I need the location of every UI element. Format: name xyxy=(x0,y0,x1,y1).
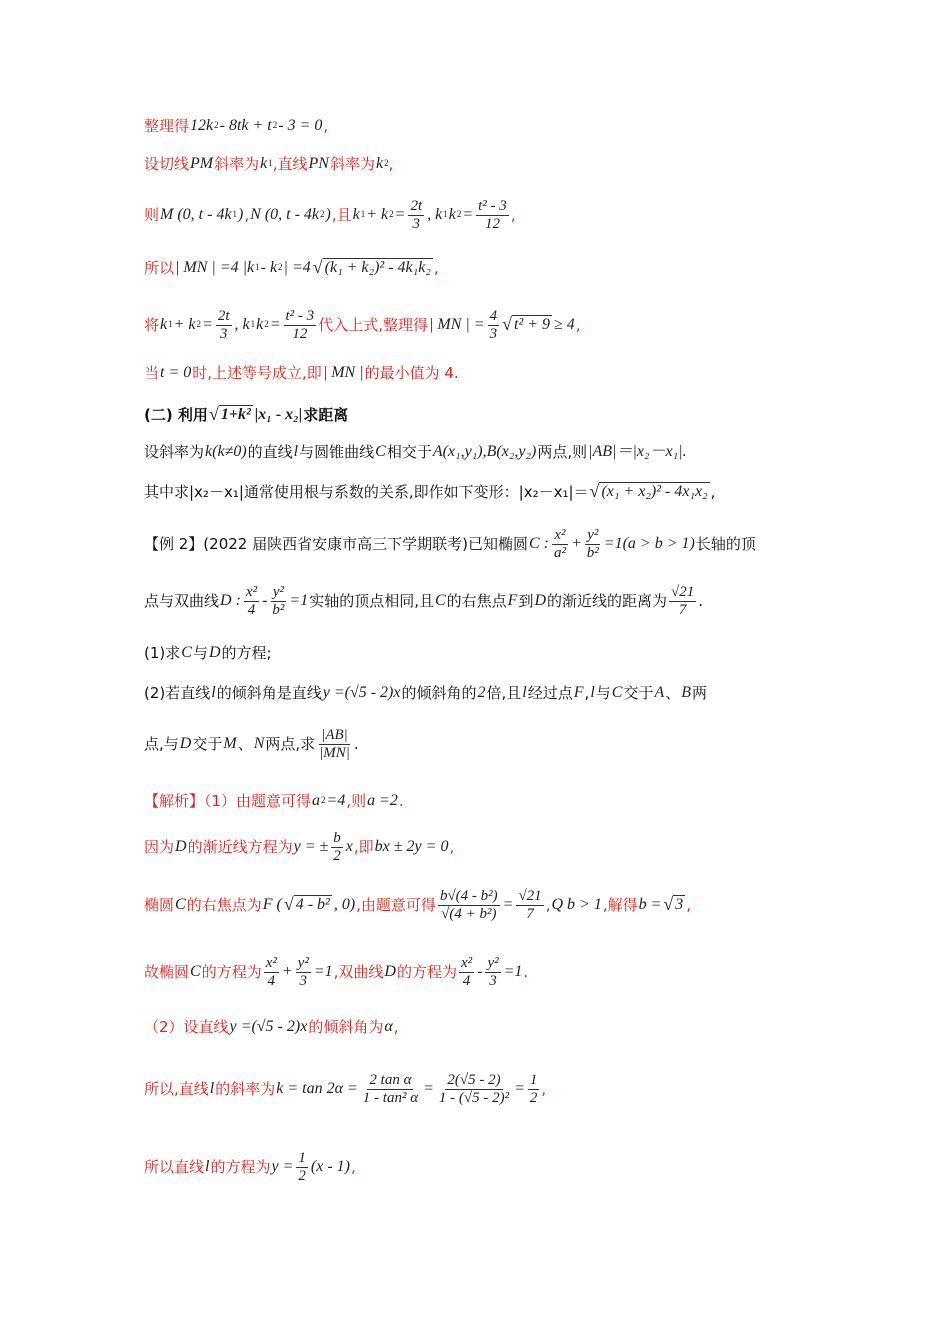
fraction-numerator: y² xyxy=(587,527,599,543)
text-run: , xyxy=(686,895,692,914)
fraction-denominator: 4 xyxy=(247,601,256,618)
math-expression: l xyxy=(205,1158,210,1176)
text-run: ,且 xyxy=(331,205,352,224)
fraction-numerator: t² - 3 xyxy=(285,308,315,324)
text-line xyxy=(144,482,715,502)
subscript: 1 xyxy=(250,319,256,330)
text-run: . xyxy=(523,962,529,981)
math-expression: =1 xyxy=(289,592,309,610)
text-run: 的右焦点为 xyxy=(186,895,262,914)
text-line xyxy=(144,792,404,810)
text-run: (二) 利用 xyxy=(144,405,208,424)
radicand: 1+k² xyxy=(220,406,251,423)
radical-sign-icon: √ xyxy=(589,481,600,501)
text-run: 倍,且 xyxy=(486,683,522,702)
math-expression: 12k xyxy=(190,117,214,134)
fraction xyxy=(437,1072,511,1106)
text-run: 斜率为 xyxy=(329,154,375,173)
fraction xyxy=(669,584,696,618)
math-expression: a =2 xyxy=(367,792,398,809)
text-run: ,直线 xyxy=(272,154,308,173)
math-expression: k xyxy=(160,316,168,334)
fraction-denominator: 3 xyxy=(219,325,228,342)
text-line xyxy=(144,1018,399,1036)
fraction-numerator: 1 xyxy=(298,1150,306,1166)
text-run: 长轴的顶 xyxy=(695,534,756,553)
fraction xyxy=(528,1072,540,1106)
fraction-numerator: 2t xyxy=(410,198,423,214)
fraction-numerator: t² - 3 xyxy=(478,198,507,214)
text-run: 、 xyxy=(237,734,253,753)
math-expression: - xyxy=(477,963,483,981)
text-line xyxy=(144,644,272,662)
fraction-numerator: √21 xyxy=(671,584,695,600)
text-run: , xyxy=(541,1079,547,1098)
fraction xyxy=(216,308,232,342)
text-line xyxy=(144,443,688,461)
text-run: 与圆锥曲线 xyxy=(299,442,375,461)
radicand: t² + 9 xyxy=(513,316,550,334)
fraction-denominator: 4 xyxy=(462,972,471,989)
radical-sign-icon: √ xyxy=(312,257,323,277)
subscript: 2 xyxy=(320,209,325,220)
fraction-denominator: 1 - tan² α xyxy=(362,1089,419,1106)
text-run: 椭圆 xyxy=(144,895,175,914)
text-run: 时,上述等号成立,即 xyxy=(192,363,322,382)
fraction-denominator: 7 xyxy=(678,601,687,618)
fraction-denominator: 1 - (√5 - 2)² xyxy=(438,1089,510,1106)
text-run: 的方程为 xyxy=(201,962,262,981)
fraction xyxy=(264,955,279,989)
text-run: 求距离 xyxy=(303,405,349,424)
subscript: 2 xyxy=(278,261,283,272)
text-run: （2）设直线 xyxy=(144,1017,229,1036)
subscript: 2 xyxy=(196,319,202,330)
text-line xyxy=(144,405,348,425)
fraction xyxy=(552,527,568,561)
text-run: 两点,求 xyxy=(265,734,316,753)
text-run: (2)若直线 xyxy=(144,683,211,702)
math-expression: k xyxy=(256,316,264,334)
fraction-numerator: 1 xyxy=(529,1072,538,1088)
text-run: 的方程为 xyxy=(210,1157,271,1176)
fraction xyxy=(317,727,352,761)
radicand: 3 xyxy=(675,896,684,914)
text-run: 所以,直线 xyxy=(144,1079,209,1098)
math-expression: 2 xyxy=(477,684,486,701)
text-line xyxy=(144,1072,546,1106)
text-run: ,双曲线 xyxy=(333,962,384,981)
fraction xyxy=(244,584,259,618)
square-root xyxy=(209,405,253,425)
math-expression: N (0, t - 4k xyxy=(250,206,320,224)
math-expression: k = tan 2α = xyxy=(276,1080,358,1098)
math-expression: D : xyxy=(220,592,241,610)
math-expression: bx ± 2y = 0 xyxy=(374,838,449,856)
text-run: 的右焦点 xyxy=(446,591,507,610)
text-run: ,则 xyxy=(346,791,367,810)
math-expression: y =(√5 - 2)x xyxy=(229,1018,308,1035)
math-expression: ) xyxy=(238,206,244,224)
math-expression: ) xyxy=(325,206,331,224)
text-line xyxy=(144,117,328,135)
text-run: ,即 xyxy=(353,837,374,856)
math-expression: M (0, t - 4k xyxy=(160,206,232,224)
math-expression: |AB|＝|x₂－x₁|. xyxy=(588,443,687,460)
text-run: , xyxy=(244,205,250,224)
subscript: 1 xyxy=(232,209,238,220)
math-expression: b = xyxy=(638,896,662,914)
text-run: . xyxy=(398,791,404,810)
fraction xyxy=(270,584,286,618)
text-run: 的渐近线方程为 xyxy=(187,837,293,856)
text-run: 其中求|x₂－x₁|通常使用根与系数的关系,即作如下变形：|x₂－x₁|＝ xyxy=(144,482,589,501)
math-expression: + xyxy=(570,535,582,553)
text-run: , xyxy=(575,315,581,334)
fraction-numerator: b√(4 - b²) xyxy=(439,888,498,904)
text-line xyxy=(144,308,581,342)
math-expression: C xyxy=(181,644,192,661)
math-expression: = xyxy=(502,896,514,914)
fraction-numerator: |AB| xyxy=(321,727,348,743)
text-run: , xyxy=(433,258,439,277)
radicand: 4 - b² xyxy=(295,896,330,914)
fraction-denominator: √(4 + b²) xyxy=(441,905,497,922)
text-run: , xyxy=(545,895,551,914)
text-run: 的直线 xyxy=(247,442,293,461)
fraction-denominator: 7 xyxy=(526,905,534,922)
text-run: 设切线 xyxy=(144,154,190,173)
math-expression: = xyxy=(514,1080,525,1098)
math-expression: l xyxy=(293,443,299,460)
superscript: 2 xyxy=(272,119,278,130)
math-expression: = xyxy=(202,316,213,334)
text-run: 整理得 xyxy=(144,116,190,135)
subscript: 1 xyxy=(255,261,260,272)
text-run: 的方程; xyxy=(221,643,272,662)
radicand: (k₁ + k₂)² - 4k₁k₂ xyxy=(324,259,431,276)
math-expression: PM xyxy=(190,155,214,172)
math-expression: = xyxy=(462,206,474,224)
fraction-denominator: 12 xyxy=(484,215,500,232)
text-run: 的倾斜角的 xyxy=(401,683,477,702)
math-expression: a xyxy=(312,792,321,809)
math-expression: =1 xyxy=(503,963,523,981)
math-expression: - 8tk + t xyxy=(219,117,272,134)
fraction-denominator: 3 xyxy=(412,215,421,232)
math-expression: B xyxy=(681,684,692,701)
fraction-denominator: b² xyxy=(272,601,285,618)
text-run: , xyxy=(584,683,590,702)
math-expression: D xyxy=(175,838,187,856)
fraction-denominator: 3 xyxy=(299,972,307,989)
text-run: . xyxy=(698,591,704,610)
text-run: 将 xyxy=(144,315,160,334)
text-run: 交于 xyxy=(623,683,654,702)
text-run: 当 xyxy=(144,363,160,382)
text-run: 的倾斜角为 xyxy=(308,1017,384,1036)
text-run: 到 xyxy=(518,591,534,610)
math-expression: + k xyxy=(366,206,389,224)
fraction-numerator: 2(√5 - 2) xyxy=(447,1072,501,1088)
math-expression: A xyxy=(654,684,665,701)
fraction-denominator: |MN| xyxy=(319,744,350,761)
text-line xyxy=(144,364,459,382)
fraction xyxy=(296,955,311,989)
text-run: 设斜率为 xyxy=(144,442,205,461)
radical-sign-icon: √ xyxy=(663,894,674,915)
math-expression: =4 xyxy=(326,792,346,809)
text-run: 两 xyxy=(692,683,708,702)
fraction-numerator: x² xyxy=(460,955,473,971)
math-expression: C xyxy=(190,963,201,981)
text-run: , xyxy=(449,837,455,856)
text-run: 点与双曲线 xyxy=(144,591,220,610)
math-expression: A(x₁,y₁),B(x₂,y₂) xyxy=(432,443,537,460)
fraction-denominator: 2 xyxy=(298,1167,306,1184)
text-run: 代入上式,整理得 xyxy=(318,315,428,334)
square-root xyxy=(284,895,332,915)
math-expression: | MN | =4 |k xyxy=(175,259,255,277)
fraction-numerator: b xyxy=(333,830,341,846)
fraction xyxy=(585,527,601,561)
math-expression: D xyxy=(179,735,192,753)
fraction-numerator: y² xyxy=(297,955,309,971)
text-run: , xyxy=(510,205,516,224)
math-expression: C xyxy=(434,592,446,610)
superscript: 2 xyxy=(321,794,326,805)
text-run: 斜率为 xyxy=(214,154,260,173)
math-expression: k xyxy=(448,206,456,224)
math-expression: - 3 = 0 xyxy=(278,117,323,134)
math-expression: k xyxy=(260,155,268,172)
text-run: 故椭圆 xyxy=(144,962,190,981)
math-expression: y = ± xyxy=(293,838,329,856)
text-run: 【解析】（1）由题意可得 xyxy=(144,791,312,810)
text-line xyxy=(144,155,393,173)
math-expression: x xyxy=(345,838,353,856)
text-run: 与 xyxy=(595,683,611,702)
text-line xyxy=(144,955,528,989)
math-expression: C : xyxy=(528,535,549,553)
fraction xyxy=(485,955,500,989)
math-expression: F xyxy=(507,592,518,610)
math-expression: l xyxy=(522,684,527,701)
math-expression: = xyxy=(423,1080,434,1098)
text-run: 点,与 xyxy=(144,734,179,753)
fraction-numerator: 4 xyxy=(489,308,498,324)
math-expression: y = xyxy=(271,1158,294,1176)
subscript: 1 xyxy=(268,157,273,168)
subscript: 1 xyxy=(360,209,366,220)
square-root xyxy=(590,482,710,502)
fraction-numerator: x² xyxy=(265,955,277,971)
fraction-denominator: 4 xyxy=(267,972,276,989)
radicand: (x₁ + x₂)² - 4x₁x₂ xyxy=(601,483,708,500)
math-expression: α xyxy=(384,1018,393,1035)
math-expression: F xyxy=(573,684,584,701)
fraction xyxy=(361,1072,420,1106)
text-run: 相交于 xyxy=(386,442,432,461)
radical-sign-icon: √ xyxy=(208,404,219,424)
math-expression: | MN | xyxy=(322,364,364,381)
text-run: , xyxy=(393,1017,399,1036)
subscript: 1 xyxy=(443,209,448,220)
square-root xyxy=(663,895,685,915)
text-run: 、 xyxy=(665,683,681,702)
math-expression: ≥ 4 xyxy=(554,316,575,334)
text-run: 实轴的顶点相同,且 xyxy=(309,591,434,610)
math-expression: M xyxy=(223,735,237,753)
text-run: 因为 xyxy=(144,837,175,856)
math-expression: l xyxy=(211,684,216,701)
math-expression: | MN | = xyxy=(428,316,485,334)
math-expression: , 0) xyxy=(333,896,356,914)
fraction xyxy=(438,888,500,922)
text-line xyxy=(144,258,439,278)
text-run: 所以 xyxy=(144,258,175,277)
text-run: 与 xyxy=(192,643,208,662)
subscript: 2 xyxy=(389,209,394,220)
math-expression: + xyxy=(281,963,293,981)
text-run: , xyxy=(323,116,329,135)
subscript: 2 xyxy=(456,209,462,220)
radical-sign-icon: √ xyxy=(283,894,294,915)
text-run: 两点,则 xyxy=(537,442,588,461)
square-root xyxy=(502,315,552,335)
text-run: , xyxy=(350,1157,356,1176)
math-expression: D xyxy=(534,592,547,610)
math-expression: = xyxy=(269,316,281,334)
fraction-denominator: b² xyxy=(586,544,599,561)
text-run: 交于 xyxy=(192,734,223,753)
math-expression: C xyxy=(611,684,623,701)
fraction-denominator: 12 xyxy=(292,325,308,342)
text-run: 的渐近线的距离为 xyxy=(547,591,668,610)
fraction xyxy=(284,308,317,342)
fraction-numerator: y² xyxy=(272,584,284,600)
math-expression: l xyxy=(590,684,595,701)
math-expression: k xyxy=(376,155,384,172)
text-run: 所以直线 xyxy=(144,1157,205,1176)
text-line xyxy=(144,830,454,864)
text-line xyxy=(144,727,359,761)
fraction-denominator: 2 xyxy=(333,847,341,864)
math-expression: - k xyxy=(260,259,278,277)
math-expression: | =4 xyxy=(283,259,311,277)
subscript: 2 xyxy=(264,319,269,330)
math-expression: y =(√5 - 2)x xyxy=(322,684,401,701)
radical-sign-icon: √ xyxy=(502,314,512,335)
math-expression: D xyxy=(208,644,221,661)
fraction xyxy=(516,888,543,922)
text-line xyxy=(144,684,707,702)
superscript: 2 xyxy=(214,119,219,130)
math-expression: C xyxy=(175,896,186,914)
fraction xyxy=(459,955,474,989)
math-expression: C xyxy=(375,443,386,460)
text-run: 的倾斜角是直线 xyxy=(216,683,322,702)
fraction-denominator: 2 xyxy=(529,1089,538,1106)
math-expression: + k xyxy=(173,316,196,334)
fraction-numerator: 2 tan α xyxy=(369,1072,412,1088)
text-run: 则 xyxy=(144,205,160,224)
fraction-numerator: √21 xyxy=(518,888,542,904)
text-run: 的最小值为 4. xyxy=(364,363,459,382)
math-expression: , k xyxy=(234,316,250,334)
math-expression: |x₁ - x₂| xyxy=(254,406,303,424)
subscript: 2 xyxy=(384,157,389,168)
fraction-numerator: x² xyxy=(245,584,258,600)
text-line xyxy=(144,888,691,922)
fraction xyxy=(408,198,424,232)
math-expression: =1 xyxy=(313,963,333,981)
fraction-denominator: 3 xyxy=(489,325,498,342)
fraction-denominator: a² xyxy=(553,544,566,561)
math-expression: l xyxy=(209,1080,215,1098)
math-expression: , k xyxy=(427,206,443,224)
math-expression: k(k≠0) xyxy=(205,443,247,460)
math-expression: - xyxy=(262,592,268,610)
square-root xyxy=(313,258,433,278)
fraction xyxy=(331,830,343,864)
math-expression: = xyxy=(394,206,406,224)
text-run: (1)求 xyxy=(144,643,181,662)
text-run: , xyxy=(710,482,716,501)
text-run: ,解得 xyxy=(602,895,638,914)
fraction-numerator: y² xyxy=(487,955,499,971)
subscript: 1 xyxy=(168,319,173,330)
text-run: 【例 2】(2022 届陕西省安康市高三下学期联考)已知椭圆 xyxy=(144,534,528,553)
math-expression: PN xyxy=(308,155,329,172)
math-expression: =1(a > b > 1) xyxy=(603,535,695,553)
text-run: . xyxy=(353,734,359,753)
text-run: ,由题意可得 xyxy=(356,895,436,914)
text-run: 的方程为 xyxy=(396,962,457,981)
text-run: , xyxy=(388,154,394,173)
math-expression: F ( xyxy=(262,896,282,914)
fraction xyxy=(296,1150,308,1184)
text-line xyxy=(144,584,703,618)
math-expression: k xyxy=(352,206,360,224)
math-expression: (x - 1) xyxy=(310,1158,350,1176)
text-line xyxy=(144,527,756,561)
math-expression: N xyxy=(253,735,265,753)
fraction-numerator: 2t xyxy=(217,308,230,324)
math-expression: t = 0 xyxy=(160,364,192,381)
text-run: 的斜率为 xyxy=(215,1079,276,1098)
math-expression: D xyxy=(384,963,396,981)
text-line xyxy=(144,1150,356,1184)
fraction xyxy=(488,308,500,342)
text-line xyxy=(144,198,516,232)
fraction xyxy=(476,198,509,232)
text-run: 经过点 xyxy=(527,683,573,702)
fraction-numerator: x² xyxy=(554,527,566,543)
fraction-denominator: 3 xyxy=(489,972,497,989)
math-expression: Q b > 1 xyxy=(551,896,602,914)
